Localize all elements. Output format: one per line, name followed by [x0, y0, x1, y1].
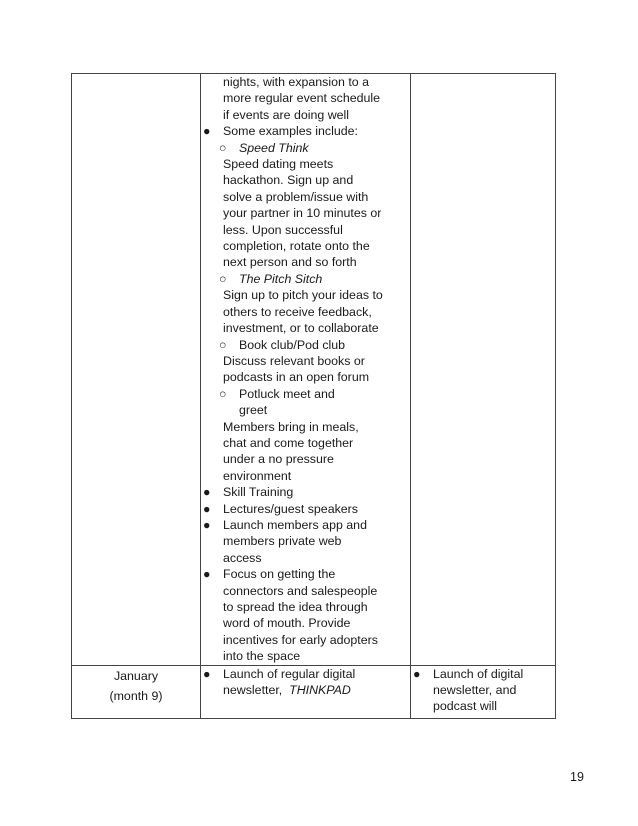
sub-bullet-icon: ○ [219, 337, 227, 352]
list-item: ● Launch of digital newsletter, and podcast will [413, 666, 524, 714]
activities-list [201, 123, 410, 139]
bullet-icon: ● [203, 567, 211, 582]
sub-list-item: ○ Potluck meet and greet [201, 386, 410, 419]
bullet-icon: ● [203, 485, 211, 500]
month-cell [72, 665, 201, 719]
example-title: Speed Think [239, 140, 309, 155]
notes-cell [411, 665, 556, 719]
bullet-icon: ● [203, 666, 211, 681]
example-description: Sign up to pitch your ideas to others to receive feedback, investment, or to collaborate [223, 288, 383, 336]
table-row [72, 74, 556, 666]
month-number: (month 9) [109, 688, 163, 703]
example-description: Speed dating meets hackathon. Sign up and solve a problem/issue with your partner in 10 minutes or less. Upon successful completion, rotate onto the next person and so forth [223, 157, 382, 270]
notes-cell-empty [411, 74, 556, 666]
month-cell-empty [72, 74, 201, 666]
example-description: Members bring in meals, chat and come together under a no pressure environment [223, 419, 359, 483]
sub-list-item [201, 337, 410, 353]
examples-list [201, 140, 410, 156]
bullet-icon: ● [413, 666, 421, 681]
example-title: The Pitch Sitch [239, 271, 323, 286]
bullet-icon: ● [203, 517, 211, 532]
newsletter-name: THINKPAD [289, 683, 351, 698]
month-label: January [113, 668, 159, 683]
sub-bullet-icon: ○ [219, 140, 227, 155]
example-description: Discuss relevant books or podcasts in an open forum [223, 353, 370, 385]
sub-bullet-icon: ○ [219, 271, 227, 286]
sub-list-item [201, 271, 410, 287]
list-item: ● Lectures/guest speakers [203, 501, 358, 516]
sub-list-item [201, 140, 410, 156]
list-item: ● Focus on getting the connectors and salespeople to spread the idea through word of mouth. Provide incentives for early adopters into the space [203, 567, 378, 664]
example-title: Potluck meet and [239, 386, 335, 401]
list-item: ● Skill Training [203, 485, 294, 500]
page-number: 19 [570, 770, 584, 784]
example-title: Book club/Pod club [239, 337, 346, 352]
activities-list [201, 484, 410, 664]
list-item: ● Some examples include: [203, 124, 358, 139]
table-row [72, 665, 556, 719]
list-item: ● Launch members app and members private web access [203, 517, 367, 565]
intro-continuation: nights, with expansion to a more regular event schedule if events are doing well [223, 75, 381, 122]
timeline-table [71, 73, 556, 719]
bullet-icon: ● [203, 501, 211, 516]
bullet-icon: ● [203, 124, 211, 139]
sub-bullet-icon: ○ [219, 386, 227, 401]
activities-cell [201, 74, 411, 666]
list-item: ● Launch of regular digital newsletter, THINKPAD [203, 666, 356, 698]
activities-cell [201, 665, 411, 719]
